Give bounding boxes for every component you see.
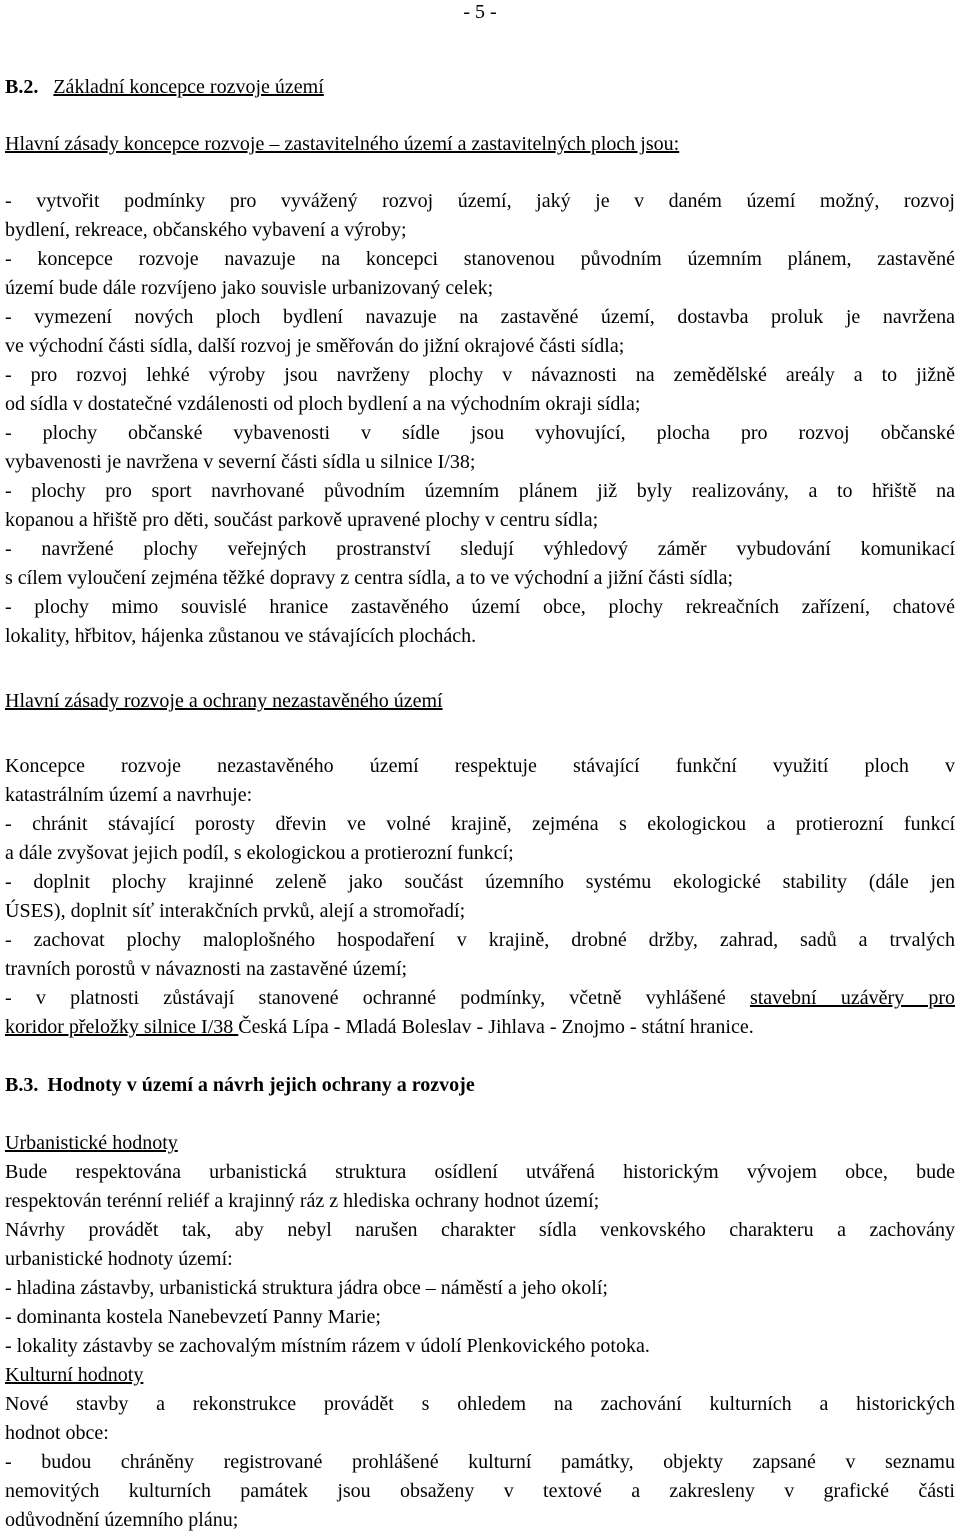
text-line: bydlení, rekreace, občanského vybavení a výroby;: [5, 219, 407, 241]
text-line: kopanou a hřiště pro děti, součást parkově upravené plochy v centru sídla;: [5, 509, 599, 531]
page-number: - 5 -: [463, 1, 497, 23]
text-line: - dominanta kostela Nanebevzetí Panny Marie;: [5, 1306, 381, 1328]
text-line: - chránit stávající porosty dřevin ve volné krajině, zejména s ekologickou a protierozní funkcí: [5, 813, 955, 835]
subheading: Kulturní hodnoty: [5, 1364, 144, 1386]
text-line: - doplnit plochy krajinné zeleně jako součást územního systému ekologické stability (dále jen: [5, 871, 955, 893]
section-heading-b3: [5, 1071, 955, 1100]
text-fragment: - v platnosti zůstávají stanovené ochranné podmínky, včetně vyhlášené: [5, 987, 750, 1009]
text-line: urbanistické hodnoty území:: [5, 1248, 233, 1270]
text-line: - hladina zástavby, urbanistická struktura jádra obce – náměstí a jeho okolí;: [5, 1277, 608, 1299]
text-line: - pro rozvoj lehké výroby jsou navrženy plochy v návaznosti na zemědělské areály a to jižně: [5, 364, 955, 386]
text-line: Bude respektována urbanistická struktura osídlení utvářená historickým vývojem obce, bude: [5, 1161, 955, 1183]
text-line: travních porostů v návaznosti na zastavěné území;: [5, 958, 408, 980]
text-line: Návrhy provádět tak, aby nebyl narušen charakter sídla venkovského charakteru a zachovány: [5, 1219, 955, 1241]
text-line: ve východní části sídla, další rozvoj je směřován do jižní okrajové části sídla;: [5, 335, 625, 357]
text-line: - koncepce rozvoje navazuje na koncepci stanovenou původním územním plánem, zastavěné: [5, 248, 955, 270]
text-line: - lokality zástavby se zachovalým místním rázem v údolí Plenkovického potoka.: [5, 1335, 650, 1357]
text-line: [5, 984, 955, 1013]
text-line: - vytvořit podmínky pro vyvážený rozvoj území, jaký je v daném území možný, rozvoj: [5, 190, 955, 212]
text-line: od sídla v dostatečné vzdálenosti od ploch bydlení a na východním okraji sídla;: [5, 393, 641, 415]
section-heading-b2: [5, 73, 955, 102]
text-line: - plochy občanské vybavenosti v sídle jsou vyhovující, plocha pro rozvoj občanské: [5, 422, 955, 444]
text-line: hodnot obce:: [5, 1422, 109, 1444]
text-line: - navržené plochy veřejných prostranství sledují výhledový záměr vybudování komunikací: [5, 538, 955, 560]
text-fragment: Česká Lípa - Mladá Boleslav - Jihlava - Znojmo - státní hranice.: [238, 1016, 754, 1038]
underlined-reference: stavební uzávěry pro: [749, 987, 955, 1009]
text-line: - zachovat plochy maloplošného hospodaření v krajině, drobné držby, zahrad, sadů a trvalých: [5, 929, 955, 951]
text-line: ÚSES), doplnit síť interakčních prvků, alejí a stromořadí;: [5, 900, 466, 922]
subheading: Urbanistické hodnoty: [5, 1132, 178, 1154]
text-line: lokality, hřbitov, hájenka zůstanou ve stávajících plochách.: [5, 625, 477, 647]
section-title: Hodnoty v území a návrh jejich ochrany a rozvoje: [47, 1074, 475, 1096]
underlined-reference: koridor přeložky silnice I/38: [5, 1016, 239, 1038]
text-line: - budou chráněny registrované prohlášené kulturní památky, objekty zapsané v seznamu: [5, 1451, 955, 1473]
text-line: katastrálním území a navrhuje:: [5, 784, 253, 806]
text-line: odůvodnění územního plánu;: [5, 1509, 239, 1531]
section-number: B.2.: [5, 76, 39, 98]
text-line: a dále zvyšovat jejich podíl, s ekologickou a protierozní funkcí;: [5, 842, 514, 864]
text-line: [5, 1013, 955, 1042]
text-line: - plochy pro sport navrhované původním územním plánem již byly realizovány, a to hřiště na: [5, 480, 955, 502]
text-line: - vymezení nových ploch bydlení navazuje na zastavěné území, dostavba proluk je navržena: [5, 306, 955, 328]
text-line: Nové stavby a rekonstrukce provádět s ohledem na zachování kulturních a historických: [5, 1393, 955, 1415]
text-line: respektován terénní reliéf a krajinný ráz z hlediska ochrany hodnot území;: [5, 1190, 600, 1212]
section-title: Základní koncepce rozvoje území: [53, 76, 324, 98]
subheading: Hlavní zásady rozvoje a ochrany nezastavěného území: [5, 690, 443, 712]
text-line: - plochy mimo souvislé hranice zastavěného území obce, plochy rekreačních zařízení, chatové: [5, 596, 955, 618]
text-line: vybavenosti je navržena v severní části sídla u silnice I/38;: [5, 451, 476, 473]
text-line: s cílem vyloučení zejména těžké dopravy z centra sídla, a to ve východní a jižní části sídla;: [5, 567, 734, 589]
section-number: B.3.: [5, 1074, 39, 1096]
text-line: území bude dále rozvíjeno jako souvisle urbanizovaný celek;: [5, 277, 494, 299]
text-line: nemovitých kulturních památek jsou obsaženy v textové a zakresleny v grafické části: [5, 1480, 955, 1502]
subheading: Hlavní zásady koncepce rozvoje – zastavitelného území a zastavitelných ploch jsou:: [5, 133, 680, 155]
text-line: Koncepce rozvoje nezastavěného území respektuje stávající funkční využití ploch v: [5, 755, 955, 777]
